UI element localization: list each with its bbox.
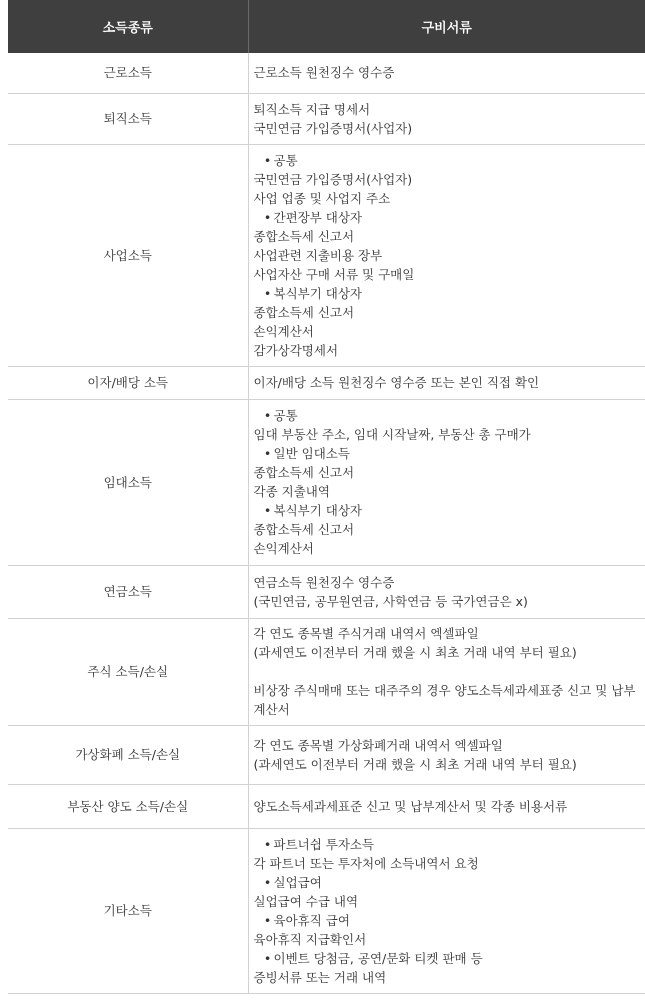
table-body [8,53,645,993]
blank-line [254,662,642,681]
document-section-heading [254,949,642,968]
required-documents-cell [248,618,645,725]
document-section-heading-text: 이벤트 당첨금, 공연/문화 티켓 판매 등 [273,950,483,966]
document-item: 종합소득세 신고서 [253,522,355,537]
document-section-heading [254,284,642,303]
required-documents-cell [248,93,645,144]
bullet-icon: • [263,503,272,518]
document-item: 연금소득 원천징수 영수증 [253,574,395,590]
bullet-icon: • [263,912,272,928]
document-section-heading-text: 파트너쉽 투자소득 [273,836,375,852]
document-section-heading-text: 육아휴직 급여 [273,912,350,928]
document-item: 근로소득 원천징수 영수증 [253,65,395,81]
table-row [8,725,645,784]
bullet-icon: • [263,836,272,852]
document-section-heading [254,406,642,425]
document-section-heading [254,151,642,170]
table-row [8,366,645,399]
document-item: (국민연금, 공무원연금, 사학연금 등 국가연금은 x) [253,593,528,609]
document-section-heading [254,501,642,520]
income-documents-table [8,0,645,994]
document-item: 양도소득세과세표준 신고 및 납부계산서 및 각종 비용서류 [253,798,568,814]
document-item: 이자/배당 소득 원천징수 영수증 또는 본인 직접 확인 [253,375,540,390]
document-item: 각종 지출내역 [253,484,330,499]
document-item: 종합소득세 신고서 [253,465,355,480]
document-item: 국민연금 가입증명서(사업자) [253,120,413,136]
document-section-heading-text: 공통 [273,408,298,423]
income-type-cell: 사업소득 [8,144,248,366]
document-item: 감가상각명세서 [253,342,339,358]
table-row [8,784,645,828]
required-documents-cell [248,828,645,993]
income-type-cell: 퇴직소득 [8,93,248,144]
document-section-heading-text: 간편장부 대상자 [273,209,362,225]
required-documents-cell [248,784,645,828]
document-section-heading [254,911,642,930]
bullet-icon: • [263,874,272,890]
document-section-heading-text: 공통 [273,152,298,168]
document-item: 퇴직소득 지급 명세서 [253,101,371,117]
bullet-icon: • [263,209,272,225]
table-row [8,144,645,366]
document-item: (과세연도 이전부터 거래 했을 시 최초 거래 내역 부터 필요) [253,756,577,772]
income-type-cell: 이자/배당 소득 [8,366,248,399]
document-section-heading [254,208,642,227]
document-section-heading-text: 실업급여 [273,874,322,890]
required-documents-cell [248,144,645,366]
table-row [8,53,645,93]
bullet-icon: • [263,285,272,301]
document-section-heading [254,444,642,463]
document-item: 각 연도 종목별 가상화폐거래 내역서 엑셀파일 [253,737,503,753]
income-type-cell: 기타소득 [8,828,248,993]
header-income-type: 소득종류 [8,0,248,53]
document-section-heading-text: 복식부기 대상자 [273,503,362,518]
required-documents-cell [248,565,645,618]
document-item: 손익계산서 [253,323,314,339]
table-row [8,828,645,993]
table-row [8,618,645,725]
document-section-heading [254,835,642,854]
document-item: 손익계산서 [253,541,314,556]
income-type-cell: 주식 소득/손실 [8,618,248,725]
required-documents-cell [248,53,645,93]
document-item: 각 파트너 또는 투자처에 소득내역서 요청 [253,855,479,871]
document-item: (과세연도 이전부터 거래 했을 시 최초 거래 내역 부터 필요) [253,645,577,660]
income-type-cell: 부동산 양도 소득/손실 [8,784,248,828]
document-item: 종합소득세 신고서 [253,304,355,320]
bullet-icon: • [263,408,272,423]
document-item: 임대 부동산 주소, 임대 시작날짜, 부동산 총 구매가 [253,427,531,442]
income-type-cell: 근로소득 [8,53,248,93]
document-item: 각 연도 종목별 주식거래 내역서 엑셀파일 [253,626,479,641]
document-section-heading [254,873,642,892]
required-documents-cell [248,366,645,399]
bullet-icon: • [263,446,272,461]
table-row [8,399,645,565]
required-documents-cell [248,399,645,565]
document-section-heading-text: 일반 임대소득 [273,446,350,461]
document-item: 국민연금 가입증명서(사업자) [253,171,413,187]
table-row [8,565,645,618]
document-item: 사업자산 구매 서류 및 구매일 [253,266,415,282]
document-item: 비상장 주식매매 또는 대주주의 경우 양도소득세과세표중 신고 및 납부계산서 [253,683,636,717]
document-section-heading-text: 복식부기 대상자 [273,285,362,301]
header-required-documents: 구비서류 [248,0,645,53]
required-documents-cell [248,725,645,784]
document-item: 증빙서류 또는 거래 내역 [253,969,387,985]
document-item: 사업관련 지출비용 장부 [253,247,383,263]
table-header-row [8,0,645,53]
table-row [8,93,645,144]
document-item: 육아휴직 지급확인서 [253,931,367,947]
document-item: 종합소득세 신고서 [253,228,355,244]
bullet-icon: • [263,950,272,966]
document-item: 실업급여 수급 내역 [253,893,359,909]
income-type-cell: 임대소득 [8,399,248,565]
income-type-cell: 가상화폐 소득/손실 [8,725,248,784]
document-item: 사업 업종 및 사업지 주소 [253,190,391,206]
income-type-cell: 연금소득 [8,565,248,618]
bullet-icon: • [263,152,272,168]
